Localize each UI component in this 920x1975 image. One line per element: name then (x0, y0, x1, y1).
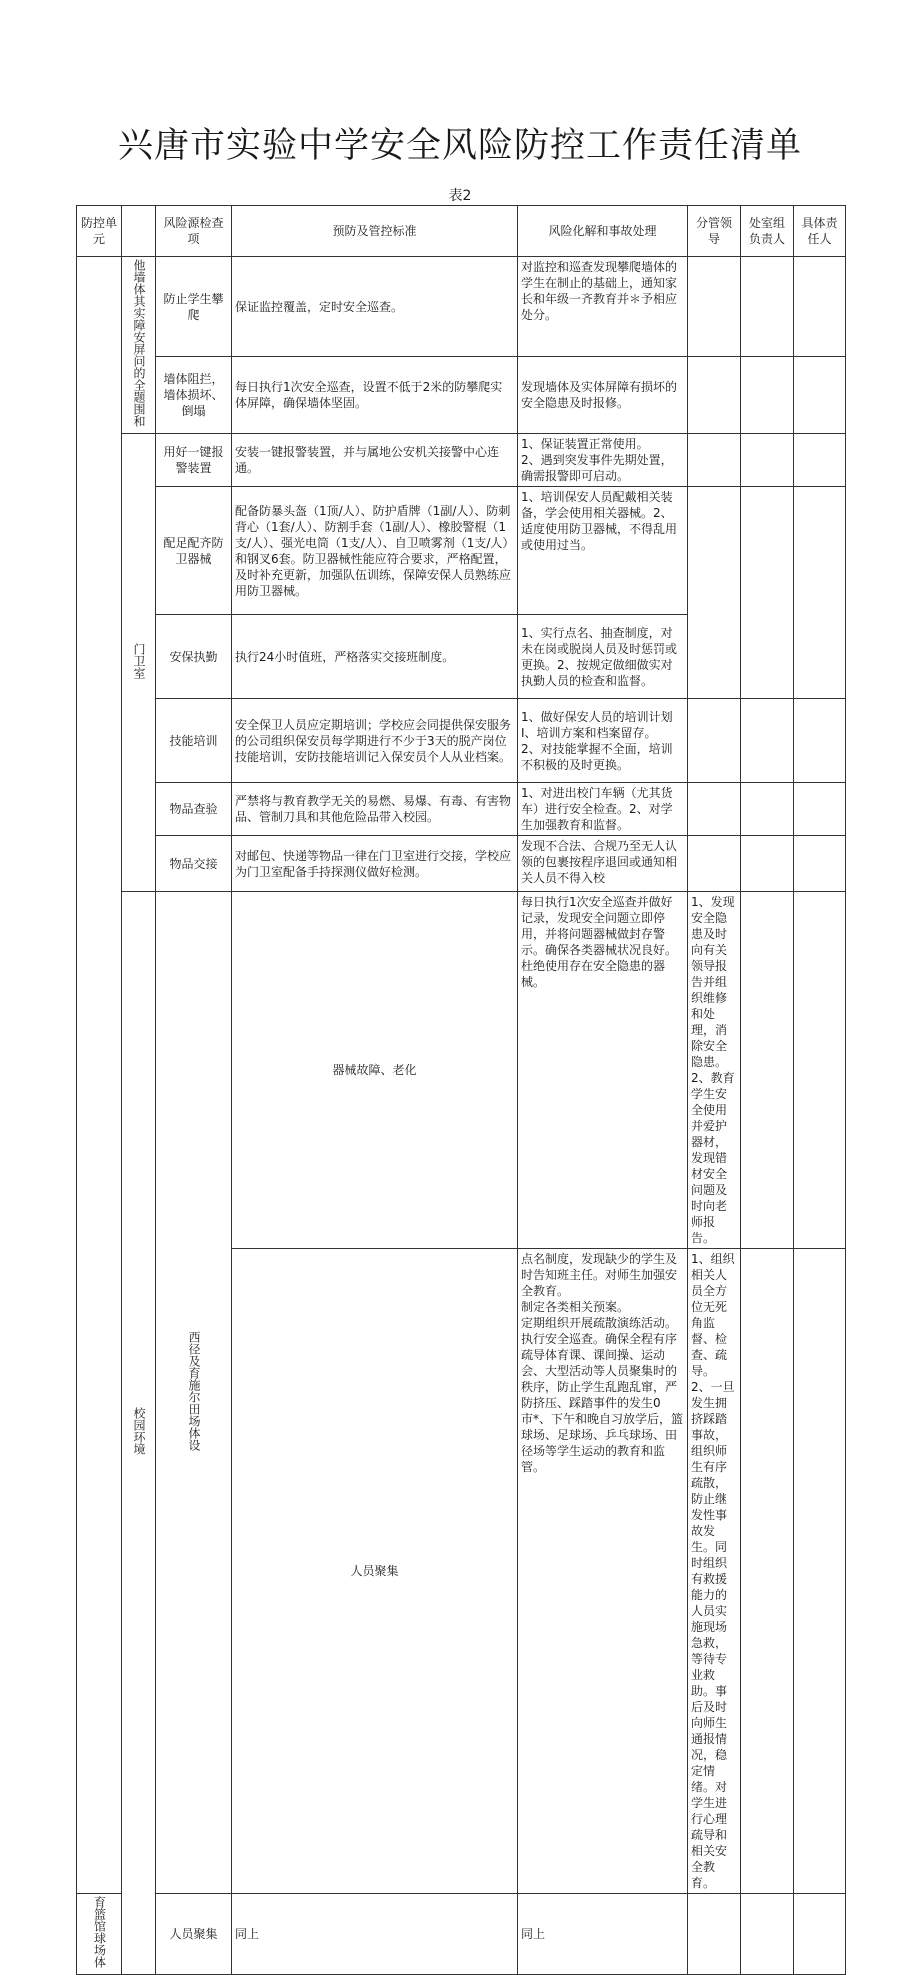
prevention-cell: 安装一键报警装置，并与属地公安机关接警中心连通。 (232, 434, 518, 487)
leader-cell (688, 836, 741, 892)
prevention-cell: 保证监控覆盖，定时安全巡查。 (232, 257, 518, 357)
leader-cell (741, 1249, 794, 1894)
handling-cell: 1、对进出校门车辆（尤其货车）进行安全检查。2、对学生加强教育和监督。 (518, 783, 688, 836)
table-row (77, 434, 846, 487)
person-cell (794, 783, 846, 836)
group-campus: 校园环境 (122, 892, 156, 1975)
prevention-cell: 执行24小时值班，严格落实交接班制度。 (232, 615, 518, 699)
leader-cell (688, 487, 741, 699)
prevention-cell: 对邮包、快递等物品一律在门卫室进行交接，学校应为门卫室配备手持探测仪做好检测。 (232, 836, 518, 892)
table-row (77, 892, 846, 1249)
header-blank (122, 206, 156, 257)
handling-cell: 1、保证装置正常使用。 2、遇到突发事件先期处置，确需报警即可启动。 (518, 434, 688, 487)
dept-head-cell (741, 487, 794, 699)
header-leader: 分管领导 (688, 206, 741, 257)
dept-head-cell (741, 434, 794, 487)
person-cell (794, 357, 846, 434)
table-row (77, 836, 846, 892)
table-row (77, 699, 846, 783)
prevention-cell: 安全保卫人员应定期培训；学校应会同提供保安服务的公司组织保安员每学期进行不少于3天的脱产岗位技能培训，安防技能培训记入保安员个人从业档案。 (232, 699, 518, 783)
source-cell: 用好一键报警装置 (156, 434, 232, 487)
header-prevention: 预防及管控标准 (232, 206, 518, 257)
source-cell: 人员聚集 (156, 1894, 232, 1975)
header-handling: 风险化解和事故处理 (518, 206, 688, 257)
prevention-cell: 点名制度，发现缺少的学生及时告知班主任。对师生加强安全教育。 制定各类相关预案。 定期组织开展疏散演练活动。 执行安全巡查。确保全程有序疏导体育课、课间操、运动会、大型活动等人员聚集时的秩序，防止学生乱跑乱窜，严防挤压、踩踏事件的发生0 市*、下午和晚自习放学后，篮球场、足球场、乒乓球场、田径场等学生运动的教育和监管。 (518, 1249, 688, 1894)
person-cell (794, 434, 846, 487)
source-cell: 物品查验 (156, 783, 232, 836)
source-cell: 配足配齐防卫器械 (156, 487, 232, 615)
dept-head-cell (741, 1894, 794, 1975)
dept-head-cell (741, 257, 794, 357)
table-row (77, 487, 846, 615)
dept-head-cell (741, 836, 794, 892)
dept-head-cell (741, 699, 794, 783)
source-cell: 安保执勤 (156, 615, 232, 699)
source-cell: 技能培训 (156, 699, 232, 783)
source-cell: 器械故障、老化 (232, 892, 518, 1249)
header-person: 具体责任人 (794, 206, 846, 257)
handling-cell: 1、实行点名、抽查制度，对未在岗或脱岗人员及时惩罚或更换。2、按规定做细做实对执勤人员的检查和监督。 (518, 615, 688, 699)
leader-cell (688, 699, 741, 783)
responsibility-table (76, 205, 846, 1975)
prevention-cell: 每日执行1次安全巡查，设置不低于2米的防攀爬实体屏障，确保墙体坚固。 (232, 357, 518, 434)
handling-cell: 发现不合法、合规乃至无人认领的包裹按程序退回或通知相关人员不得入校 (518, 836, 688, 892)
source-cell: 人员聚集 (232, 1249, 518, 1894)
prevention-cell: 每日执行1次安全巡查并做好记录，发现安全问题立即停用，并将问题器械做封存警示。确保各类器械状况良好。杜绝使用存在安全隐患的器械。 (518, 892, 688, 1249)
handling-cell: 发现墙体及实体屏障有损坏的安全隐患及时报修。 (518, 357, 688, 434)
group-west: 西径及育施尔田场体设 (156, 892, 232, 1894)
person-cell (794, 257, 846, 357)
header-row (77, 206, 846, 257)
source-cell: 防止学生攀爬 (156, 257, 232, 357)
table-row (77, 1894, 846, 1975)
unit-cell-top (77, 257, 122, 1894)
table-row (77, 783, 846, 836)
person-cell (794, 1894, 846, 1975)
prevention-cell: 同上 (232, 1894, 518, 1975)
prevention-cell: 配备防暴头盔（1顶/人）、防护盾牌（1副/人）、防刺背心（1套/人）、防割手套（1副/人）、橡胶警棍（1支/人）、强光电筒（1支/人）、自卫喷雾剂（1支/人）和钢叉6套。防卫器械性能应符合要求，严格配置，及时补充更新，加强队伍训练，保障安保人员熟练应用防卫器械。 (232, 487, 518, 615)
group-gym: 育篮馆球场体 (77, 1894, 122, 1975)
leader-cell (688, 434, 741, 487)
page-title: 兴唐市实验中学安全风险防控工作责任清单 (117, 126, 802, 166)
leader-cell (688, 357, 741, 434)
handling-cell: 对监控和巡查发现攀爬墙体的学生在制止的基础上，通知家长和年级一齐教育并＊予相应处分。 (518, 257, 688, 357)
handling-cell: 1、发现安全隐患及时向有关领导报告并组织维修和处理，消除安全隐患。 2、教育学生安全使用并爱护器材，发现错材安全问题及时向老师报告。 (688, 892, 741, 1249)
leader-cell (741, 892, 794, 1249)
table-label: 表2 (448, 188, 472, 204)
dept-head-cell (741, 357, 794, 434)
handling-cell: 1、组织相关人员全方位无死角监督、检查、疏导。 2、一旦发生拥挤踩踏事故，组织师生有序疏散，防止继发性事故发生。同时组织有救援能力的人员实施现场急救，等待专业救助。事后及时向师生通报情况，稳定情绪。对学生进行心理疏导和相关安全教育。 (688, 1249, 741, 1894)
prevention-cell: 严禁将与教育教学无关的易燃、易爆、有毒、有害物品、管制刀具和其他危险品带入校园。 (232, 783, 518, 836)
leader-cell (688, 783, 741, 836)
dept-head-cell (794, 1249, 846, 1894)
table-row (77, 257, 846, 357)
dept-head-cell (741, 783, 794, 836)
group-gate: 门卫室 (122, 434, 156, 892)
header-unit: 防控单元 (77, 206, 122, 257)
person-cell (794, 699, 846, 783)
handling-cell: 1、培训保安人员配戴相关装备，学会使用相关器械。2、适度使用防卫器械，不得乱用或使用过当。 (518, 487, 688, 615)
leader-cell (688, 257, 741, 357)
person-cell (794, 836, 846, 892)
handling-cell: 1、做好保安人员的培训计划I、培训方案和档案留存。 2、对技能掌握不全面，培训不积极的及时更换。 (518, 699, 688, 783)
header-dept-head: 处室组负责人 (741, 206, 794, 257)
source-cell: 物品交接 (156, 836, 232, 892)
header-source: 风险源检查项 (156, 206, 232, 257)
group-wall: 他墙体其实障安屏问的全题围和 (122, 257, 156, 434)
handling-cell: 同上 (518, 1894, 688, 1975)
table-row (77, 357, 846, 434)
source-cell: 墙体阻拦，墙体损坏、倒塌 (156, 357, 232, 434)
leader-cell (688, 1894, 741, 1975)
person-cell (794, 487, 846, 699)
dept-head-cell (794, 892, 846, 1249)
